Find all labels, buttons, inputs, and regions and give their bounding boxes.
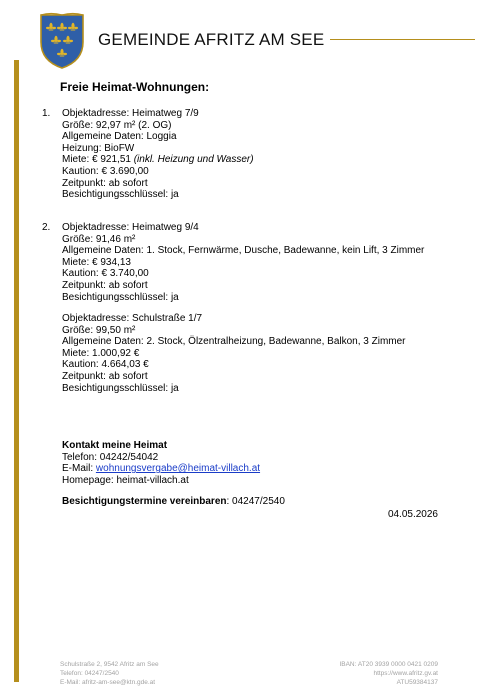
listing-available: Zeitpunkt: ab sofort [62,370,148,382]
contact-block [62,440,260,486]
listing-address: Objektadresse: Heimatweg 9/4 [62,222,199,233]
footer-phone: Telefon: 04247/2540 [60,670,119,677]
footer-street: Schulstraße 2, 9542 Afritz am See [60,661,159,668]
footer-vat: ATU59384137 [396,679,438,686]
contact-email-link[interactable]: wohnungsvergabe@heimat-villach.at [95,463,261,475]
footer-address [60,660,159,687]
listing-available: Zeitpunkt: ab sofort [62,279,148,291]
listing-address: Objektadresse: Schulstraße 1/7 [62,313,203,324]
listing-viewing-key: Besichtigungsschlüssel: ja [62,189,179,201]
viewing-phone: : 04247/2540 [226,496,285,507]
listing-size: Größe: 92,97 m² (2. OG) [62,119,172,131]
left-accent-bar [14,60,19,682]
listing-rent: Miete: € 934,13 [62,256,131,268]
contact-heading: Kontakt meine Heimat [62,440,168,451]
document-title: Freie Heimat-Wohnungen: [60,80,210,94]
listing-rent-note: (inkl. Heizung und Wasser) [133,154,254,166]
listing-general: Allgemeine Daten: 1. Stock, Fernwärme, Dusche, Badewanne, kein Lift, 3 Zimmer [62,245,425,257]
header-rule [330,39,475,40]
viewing-label: Besichtigungstermine vereinbaren [62,496,227,507]
listing-available: Zeitpunkt: ab sofort [62,177,148,189]
listing-3 [62,313,406,394]
listing-deposit: Kaution: € 3.740,00 [62,268,149,280]
listing-heating: Heizung: BioFW [62,142,135,154]
contact-email-label: E-Mail: [62,463,96,475]
listing-rent: Miete: € 921,51 [62,154,131,166]
listing-address: Objektadresse: Heimatweg 7/9 [62,108,199,119]
listing-general: Allgemeine Daten: Loggia [62,131,177,143]
footer-email: E-Mail: afritz-am-see@ktn.gde.at [60,679,156,686]
contact-homepage: Homepage: heimat-villach.at [62,474,189,486]
viewing-appointment-line [62,496,285,507]
footer-website: https://www.afritz.gv.at [373,670,438,677]
listing-viewing-key: Besichtigungsschlüssel: ja [62,382,179,394]
coat-of-arms-icon [31,12,93,70]
footer-bank [339,660,438,687]
listing-number: 2. [42,222,51,233]
listing-deposit: Kaution: € 3.690,00 [62,165,149,177]
listing-size: Größe: 99,50 m² [62,324,136,336]
listing-size: Größe: 91,46 m² [62,233,136,245]
listing-number: 1. [42,108,51,119]
listing-viewing-key: Besichtigungsschlüssel: ja [62,291,179,303]
listing-general: Allgemeine Daten: 2. Stock, Ölzentralheizung, Badewanne, Balkon, 3 Zimmer [62,336,406,348]
listing-rent: Miete: 1.000,92 € [62,347,140,359]
listing-1 [42,108,254,201]
listing-rent-line [62,154,254,166]
footer-iban: IBAN: AT20 3939 0000 0421 0209 [339,661,438,668]
contact-email-line [62,463,260,475]
listing-2 [42,222,425,303]
document-date: 04.05.2026 [387,509,438,520]
listing-deposit: Kaution: 4.664,03 € [62,359,149,371]
municipality-name: GEMEINDE AFRITZ AM SEE [98,30,325,49]
contact-phone: Telefon: 04242/54042 [62,451,159,463]
